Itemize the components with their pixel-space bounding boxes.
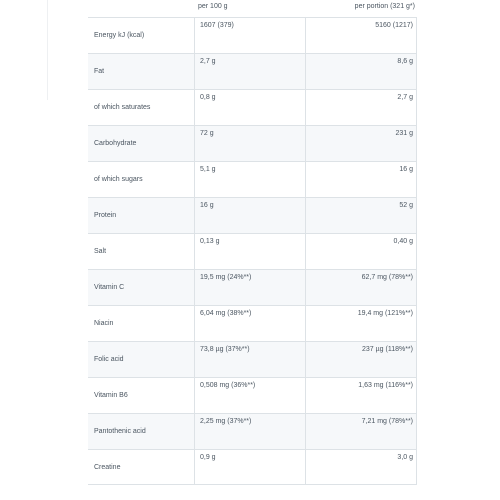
value-per-100g: 19,5 mg (24%**) xyxy=(194,270,305,305)
left-divider xyxy=(47,0,48,100)
table-row xyxy=(88,125,417,161)
value-per-portion: 19,4 mg (121%**) xyxy=(305,306,417,341)
value-per-portion: 52 g xyxy=(305,198,417,233)
value-per-100g: 2,7 g xyxy=(194,54,305,89)
nutrient-name: Folic acid xyxy=(94,356,124,363)
nutrient-name: Protein xyxy=(94,212,117,219)
table-row xyxy=(88,161,417,197)
nutrient-name: of which saturates xyxy=(94,104,151,111)
nutrient-name: Vitamin C xyxy=(94,284,125,291)
table-header xyxy=(88,0,417,17)
nutrient-name: Vitamin B6 xyxy=(94,392,128,399)
table-row xyxy=(88,377,417,413)
value-per-portion: 0,40 g xyxy=(305,234,417,269)
value-per-portion: 62,7 mg (78%**) xyxy=(305,270,417,305)
value-per-portion: 5160 (1217) xyxy=(305,18,417,53)
table-row xyxy=(88,269,417,305)
table-row xyxy=(88,449,417,485)
table-row xyxy=(88,233,417,269)
value-per-100g: 1607 (379) xyxy=(194,18,305,53)
value-per-100g: 72 g xyxy=(194,126,305,161)
nutrient-name: Salt xyxy=(94,248,107,255)
header-per-100g: per 100 g xyxy=(198,3,228,10)
nutrition-table xyxy=(88,0,417,500)
table-row xyxy=(88,197,417,233)
value-per-100g: 16 g xyxy=(194,198,305,233)
table-row xyxy=(88,305,417,341)
value-per-100g: 0,13 g xyxy=(194,234,305,269)
value-per-portion: 231 g xyxy=(305,126,417,161)
value-per-100g: 0,508 mg (36%**) xyxy=(194,378,305,413)
value-per-portion: 3,0 g xyxy=(305,450,417,484)
value-per-100g: 6,04 mg (38%**) xyxy=(194,306,305,341)
value-per-portion: 7,21 mg (78%**) xyxy=(305,414,417,449)
value-per-100g: 0,8 g xyxy=(194,90,305,125)
nutrient-name: Creatine xyxy=(94,463,121,471)
value-per-100g: 73,8 µg (37%**) xyxy=(194,342,305,377)
nutrient-name: Niacin xyxy=(94,320,114,327)
table-row xyxy=(88,413,417,449)
value-per-100g: 5,1 g xyxy=(194,162,305,197)
value-per-portion: 237 µg (118%**) xyxy=(305,342,417,377)
table-row xyxy=(88,89,417,125)
value-per-portion: 1,63 mg (116%**) xyxy=(305,378,417,413)
nutrient-name: Carbohydrate xyxy=(94,140,137,147)
value-per-100g: 0,9 g xyxy=(194,450,305,484)
value-per-portion: 16 g xyxy=(305,162,417,197)
nutrient-name: Pantothenic acid xyxy=(94,428,146,435)
table-row xyxy=(88,17,417,53)
nutrient-name: Energy kJ (kcal) xyxy=(94,32,145,39)
table-row xyxy=(88,341,417,377)
value-per-100g: 2,25 mg (37%**) xyxy=(194,414,305,449)
value-per-portion: 2,7 g xyxy=(305,90,417,125)
nutrient-name: Fat xyxy=(94,68,105,75)
value-per-portion: 8,6 g xyxy=(305,54,417,89)
table-row xyxy=(88,53,417,89)
nutrient-name: of which sugars xyxy=(94,176,143,183)
header-per-portion: per portion (321 g*) xyxy=(354,3,415,10)
